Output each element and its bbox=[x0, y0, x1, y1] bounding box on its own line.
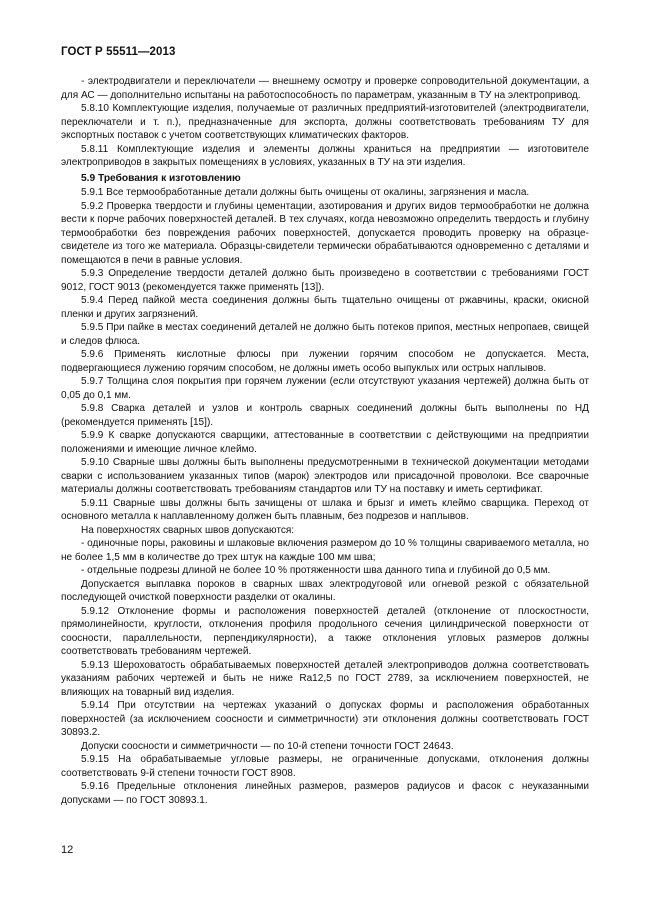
paragraph: 5.9.15 На обрабатываемые угловые размеры, не ограниченные допусками, отклонения должны соответствовать 9-й степени точности ГОСТ 8908. bbox=[61, 754, 589, 779]
paragraph: 5.9.11 Сварные швы должны быть зачищены от шлака и брызг и иметь клеймо сварщика. Переход от основного металла к наплавленному должен быть плавным, без подрезов и наплывов. bbox=[61, 497, 589, 522]
paragraph: 5.9.9 К сварке допускаются сварщики, аттестованные в соответствии с действующими на предприятии положениями и имеющие личное клеймо. bbox=[61, 430, 589, 455]
paragraph: 5.9.7 Толщина слоя покрытия при горячем лужении (если отсутствуют указания чертежей) должна быть от 0,05 до 0,1 мм. bbox=[61, 376, 589, 401]
paragraph: 5.9.1 Все термообработанные детали должны быть очищены от окалины, загрязнения и масла. bbox=[81, 187, 530, 198]
paragraph: 5.9.14 При отсутствии на чертежах указаний о допусках формы и расположения обработанных поверхностей (за исключением соосности и симметричности) эти отклонения должны соответствовать ГОСТ 30893.2. bbox=[61, 700, 589, 738]
paragraph: 5.9.10 Сварные швы должны быть выполнены предусмотренными в технической документации методами сварки с использованием указанных типов (марок) электродов или присадочной проволоки. Все сварочные материалы должны соответствовать требованиям стандартов или ТУ на поставку и иметь сертификат. bbox=[61, 457, 589, 495]
paragraph: - электродвигатели и переключатели — внешнему осмотру и проверке сопроводительной документации, а для АС — дополнительно испытаны на работоспособность по параметрам, указанным в ТУ на электропривод. bbox=[61, 76, 589, 101]
paragraph: - одиночные поры, раковины и шлаковые включения размером до 10 % толщины свариваемого металла, но не более 1,5 мм в количестве до трех штук на каждые 100 мм шва; bbox=[61, 538, 589, 563]
paragraph: 5.9.5 При пайке в местах соединений деталей не должно быть потеков припоя, местных непропаев, свищей и следов флюса. bbox=[61, 322, 589, 347]
page-number: 12 bbox=[61, 844, 74, 856]
paragraph: 5.9.8 Сварка деталей и узлов и контроль сварных соединений должны быть выполнены по НД (рекомендуется применять [15]). bbox=[61, 403, 589, 428]
paragraph: - отдельные подрезы длиной не более 10 % протяженности шва данного типа и глубиной до 0,5 мм. bbox=[81, 565, 551, 576]
paragraph: Допускается выплавка пороков в сварных швах электродуговой или огневой резкой с обязательной последующей очисткой поверхности разделки от окалины. bbox=[61, 578, 589, 603]
paragraph: 5.9.3 Определение твердости деталей должно быть произведено в соответствии с требованиями ГОСТ 9012, ГОСТ 9013 (рекомендуется также применять [13]). bbox=[61, 268, 589, 293]
paragraph: 5.9.2 Проверка твердости и глубины цементации, азотирования и других видов термообработки не должна вести к порче рабочих поверхностей деталей. В тех случаях, когда невозможно определить твердость и глубину термообработки без повреждения рабочих поверхностей, допускается проводить проверку на образце-свидетеле из того же материала. Образцы-свидетели термически обрабатываются одновременно с деталями и помещаются в печи в равные условия. bbox=[61, 200, 589, 266]
document-header: ГОСТ Р 55511—2013 bbox=[61, 46, 176, 58]
paragraph: 5.9.16 Предельные отклонения линейных размеров, размеров радиусов и фасок с неуказанными допусками — по ГОСТ 30893.1. bbox=[61, 781, 589, 806]
section-heading: 5.9 Требования к изготовлению bbox=[81, 172, 241, 184]
paragraph: Допуски соосности и симметричности — по 10-й степени точности ГОСТ 24643. bbox=[81, 740, 454, 752]
paragraph: 5.9.4 Перед пайкой места соединения должны быть тщательно очищены от ржавчины, краски, окисной пленки и других загрязнений. bbox=[61, 295, 589, 320]
paragraph: 5.8.11 Комплектующие изделия и элементы должны храниться на предприятии — изготовителе электроприводов в закрытых помещениях в условиях, указанных в ТУ на эти изделия. bbox=[61, 143, 589, 168]
paragraph: 5.9.13 Шероховатость обрабатываемых поверхностей деталей электроприводов должна соответствовать указаниям рабочих чертежей и быть не ниже Ra12,5 по ГОСТ 2789, за исключением поверхностей, не влияющих на товарный вид изделия. bbox=[61, 659, 589, 698]
paragraph: На поверхностях сварных швов допускаются: bbox=[81, 524, 295, 536]
paragraph: 5.9.6 Применять кислотные флюсы при лужении горячим способом не допускается. Места, подвергающиеся лужению горячим способом, не должны иметь особо выпуклых или острых наплывов. bbox=[61, 349, 589, 374]
paragraph: 5.8.10 Комплектующие изделия, получаемые от различных предприятий-изготовителей (электродвигатели, переключатели и т. п.), предназначенные для экспорта, должны соответствовать требованиям ТУ для экспортных поставок с учетом соответствующих климатических факторов. bbox=[61, 103, 589, 141]
paragraph: 5.9.12 Отклонение формы и расположения поверхностей деталей (отклонение от плоскостности, прямолинейности, круглости, отклонения профиля продольного сечения цилиндрической поверхности от соосности, параллельности, перпендикулярности), а также отклонения угловых размеров должны соответствовать требованиям чертежей. bbox=[61, 605, 589, 657]
document-body bbox=[61, 75, 589, 807]
